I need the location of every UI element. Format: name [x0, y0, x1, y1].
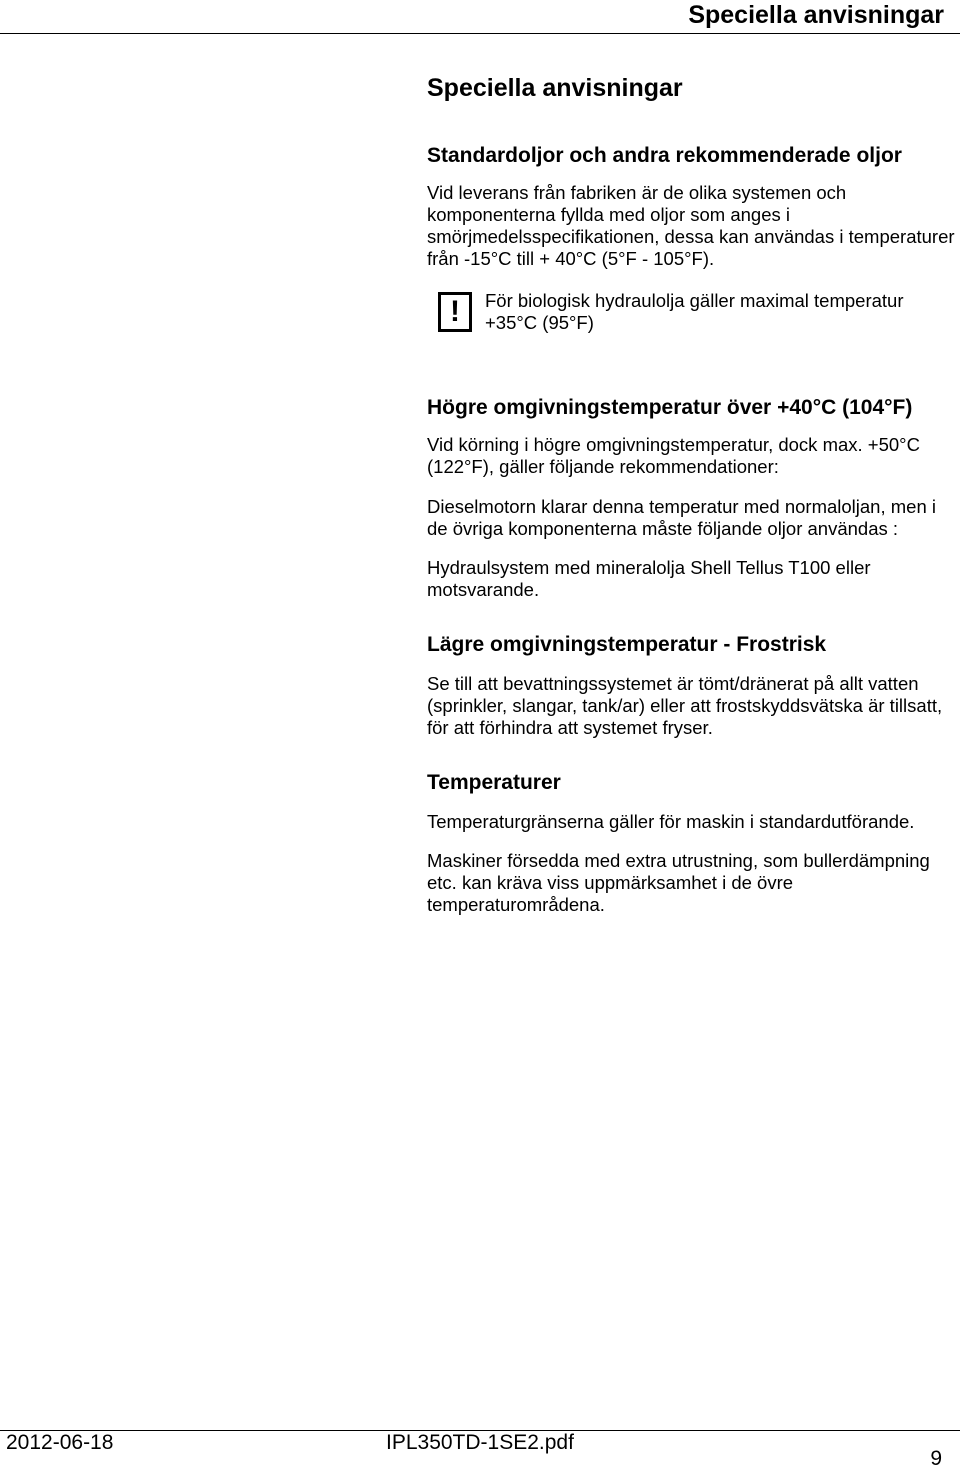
- paragraph: Vid körning i högre omgivningstemperatur, dock max. +50°C (122°F), gäller följande rekommendationer:: [427, 434, 920, 477]
- running-header: Speciella anvisningar: [688, 1, 944, 29]
- paragraph: Vid leverans från fabriken är de olika systemen och komponenterna fyllda med oljor som anges i smörjmedelsspecifikationen, dessa kan användas i temperaturer från -15°C till + 40°C (5°F - 105°F).: [427, 182, 955, 269]
- page-number: 9: [930, 1447, 942, 1470]
- section-title-temperatures: Temperaturer: [427, 771, 561, 794]
- page-footer: [0, 1430, 960, 1468]
- header-rule: [0, 33, 960, 34]
- footer-filename: IPL350TD-1SE2.pdf: [386, 1431, 574, 1454]
- notice-biological-oil: [427, 290, 957, 334]
- paragraph: Dieselmotorn klarar denna temperatur med normaloljan, men i de övriga komponenterna måste följande oljor användas :: [427, 496, 936, 539]
- footer-date: 2012-06-18: [6, 1431, 114, 1454]
- paragraph: Hydraulsystem med mineralolja Shell Tellus T100 eller motsvarande.: [427, 557, 871, 600]
- main-content: [427, 72, 957, 916]
- warning-symbol: !: [450, 295, 460, 328]
- page-title: Speciella anvisningar: [427, 74, 683, 102]
- notice-text: För biologisk hydraulolja gäller maximal temperatur +35°C (95°F): [485, 290, 904, 333]
- paragraph: Se till att bevattningssystemet är tömt/dränerat på allt vatten (sprinkler, slangar, tank/ar) eller att frostskyddsvätska är tillsatt, för att förhindra att systemet fryser.: [427, 673, 943, 738]
- paragraph: Maskiner försedda med extra utrustning, som bullerdämpning etc. kan kräva viss uppmärksamhet i de övre temperaturområdena.: [427, 850, 930, 915]
- paragraph: Temperaturgränserna gäller för maskin i standardutförande.: [427, 811, 915, 832]
- section-title-high-temperature: Högre omgivningstemperatur över +40°C (104°F): [427, 396, 913, 419]
- warning-exclamation-icon: [438, 292, 472, 332]
- section-title-frost-risk: Lägre omgivningstemperatur - Frostrisk: [427, 633, 827, 656]
- section-title-standard-oils: Standardoljor och andra rekommenderade oljor: [427, 144, 902, 167]
